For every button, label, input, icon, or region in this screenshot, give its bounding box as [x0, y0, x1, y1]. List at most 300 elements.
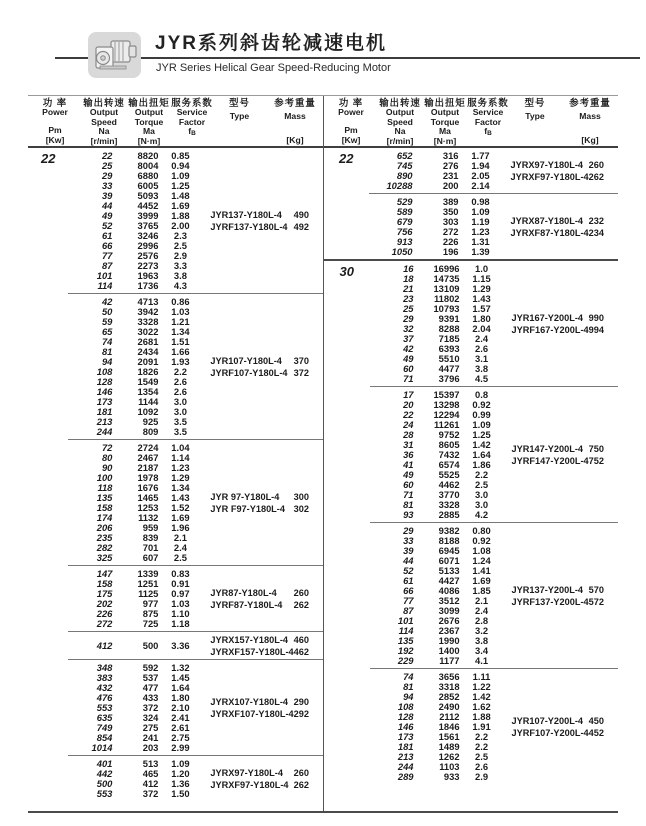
type-line: [210, 635, 309, 645]
output-torque-value: 2852: [438, 690, 460, 702]
table-row: [370, 702, 504, 712]
service-factor-value: 1.08: [472, 544, 491, 556]
output-torque-value: 1465: [137, 491, 159, 503]
service-factor-value: 1.43: [472, 292, 491, 304]
output-torque-value: 9382: [438, 524, 460, 536]
col-header-speed: 输出转速 Output Speed Na [r/min]: [379, 97, 421, 147]
output-speed-value: 272: [96, 617, 113, 629]
table-row: [68, 673, 202, 683]
motor-icon: [88, 32, 141, 78]
output-speed-value: 32: [403, 322, 414, 334]
data-rows: [68, 641, 202, 651]
output-torque-value: 3999: [137, 209, 159, 221]
output-speed-value: 61: [403, 574, 414, 586]
col-header-power: 功 率 Power Pm [Kw]: [42, 97, 68, 146]
service-factor-value: 3.5: [173, 425, 187, 437]
service-factor-value: 3.0: [475, 498, 489, 510]
table-row: [370, 546, 504, 556]
output-speed-value: 66: [403, 584, 414, 596]
output-torque-value: 1978: [137, 471, 159, 483]
output-speed-value: 18: [403, 272, 414, 284]
service-factor-value: 1.45: [171, 671, 190, 683]
output-torque-value: 2576: [137, 249, 159, 261]
model-type: JYR F97-Y180L-4: [210, 503, 285, 514]
type-block: [202, 635, 323, 657]
table-row: [369, 247, 503, 257]
table-header-left: [28, 96, 323, 148]
output-torque-value: 1144: [138, 395, 159, 407]
service-factor-value: 1.11: [472, 670, 491, 682]
ratio-section: [68, 660, 323, 755]
service-factor-value: 1.64: [171, 681, 190, 693]
service-factor-value: 1.09: [171, 757, 190, 769]
output-speed-value: 22: [403, 408, 414, 420]
output-speed-value: 175: [96, 587, 113, 599]
output-speed-value: 44: [403, 554, 414, 566]
type-line: [511, 160, 604, 170]
output-torque-value: 1103: [439, 760, 460, 772]
table-row: [68, 533, 202, 543]
table-row: [370, 410, 504, 420]
table-row: [68, 683, 202, 693]
table-row: [68, 417, 202, 427]
service-factor-value: 0.92: [472, 534, 491, 546]
table-row: [370, 294, 504, 304]
output-speed-value: 652: [396, 149, 413, 161]
output-speed-value: 94: [403, 690, 414, 702]
model-type: JYRF107-Y200L-4: [511, 727, 589, 738]
col-header-mass: 参考重量 Mass [Kg]: [569, 97, 611, 146]
output-speed-value: 173: [96, 395, 113, 407]
service-factor-value: 3.8: [475, 634, 489, 646]
service-factor-value: 0.91: [171, 577, 190, 589]
service-factor-value: 1.69: [171, 511, 190, 523]
output-torque-value: 500: [142, 639, 159, 651]
output-torque-value: 2187: [137, 461, 159, 473]
output-torque-value: 5525: [438, 468, 460, 480]
output-speed-value: 72: [101, 441, 113, 453]
table-row: [370, 596, 504, 606]
output-torque-value: 725: [142, 617, 159, 629]
output-torque-value: 16996: [433, 262, 460, 274]
service-factor-value: 3.0: [173, 395, 187, 407]
table-row: [68, 473, 202, 483]
model-type: JYR107-Y200L-4: [511, 715, 584, 726]
output-speed-value: 74: [403, 670, 414, 682]
table-row: [68, 493, 202, 503]
mass-value: 750: [588, 443, 604, 454]
type-line: [210, 768, 309, 778]
service-factor-value: 2.6: [475, 760, 489, 772]
type-block: [202, 697, 323, 719]
service-factor-value: 3.1: [475, 352, 489, 364]
table-row: [68, 377, 202, 387]
type-line: [210, 647, 309, 657]
output-torque-value: 13298: [433, 398, 460, 410]
service-factor-value: 1.80: [171, 691, 190, 703]
table-row: [68, 317, 202, 327]
table-row: [370, 284, 504, 294]
output-speed-value: 529: [396, 195, 413, 207]
table-row: [68, 523, 202, 533]
mass-value: 570: [588, 584, 604, 595]
service-factor-value: 3.8: [475, 362, 489, 374]
mass-value: 452: [588, 727, 604, 738]
output-torque-value: 4713: [137, 295, 159, 307]
output-torque-value: 1826: [137, 365, 159, 377]
type-line: [210, 492, 309, 502]
table-row: [68, 271, 202, 281]
ratio-section: [68, 440, 323, 565]
output-speed-value: 244: [397, 760, 414, 772]
service-factor-value: 2.4: [475, 604, 489, 616]
output-speed-value: 65: [101, 325, 113, 337]
model-type: JYR147-Y200L-4: [511, 443, 584, 454]
output-torque-value: 200: [442, 179, 459, 191]
service-factor-value: 1.14: [171, 451, 190, 463]
service-factor-value: 1.88: [171, 209, 190, 221]
service-factor-value: 2.10: [171, 701, 190, 713]
power-value: 22: [40, 151, 56, 166]
service-factor-value: 1.39: [471, 245, 490, 257]
table-row: [370, 576, 504, 586]
output-speed-value: 90: [101, 461, 113, 473]
mass-value: 262: [588, 171, 604, 182]
output-speed-value: 52: [403, 564, 414, 576]
service-factor-value: 3.0: [173, 405, 187, 417]
output-torque-value: 1177: [439, 654, 460, 666]
service-factor-value: 1.48: [171, 189, 190, 201]
output-speed-value: 553: [96, 787, 113, 799]
table-row: [68, 619, 202, 629]
table-row: [370, 274, 504, 284]
service-factor-value: 2.14: [471, 179, 490, 191]
type-line: [512, 728, 604, 738]
table-row: [370, 334, 504, 344]
output-torque-value: 1736: [137, 279, 159, 291]
service-factor-value: 0.99: [472, 408, 491, 420]
output-torque-value: 4462: [438, 478, 460, 490]
output-speed-value: 87: [101, 259, 113, 271]
output-torque-value: 372: [142, 787, 159, 799]
output-speed-value: 25: [403, 302, 414, 314]
ratio-section: [370, 669, 618, 784]
output-torque-value: 1561: [438, 730, 460, 742]
output-torque-value: 8820: [137, 149, 159, 161]
output-torque-value: 15397: [433, 388, 460, 400]
output-torque-value: 839: [142, 531, 159, 543]
output-torque-value: 3770: [438, 488, 460, 500]
output-speed-value: 158: [96, 501, 113, 513]
output-speed-value: 235: [96, 531, 113, 543]
type-line: [210, 600, 309, 610]
table-row: [370, 556, 504, 566]
data-rows: [68, 569, 202, 629]
output-torque-value: 226: [442, 235, 459, 247]
output-torque-value: 3656: [438, 670, 460, 682]
output-speed-value: 60: [403, 362, 414, 374]
table-row: [370, 460, 504, 470]
output-speed-value: 94: [101, 355, 113, 367]
output-torque-value: 6071: [438, 554, 460, 566]
table-row: [68, 609, 202, 619]
type-line: [511, 228, 604, 238]
output-torque-value: 1489: [438, 740, 460, 752]
table-row: [68, 211, 202, 221]
mass-value: 262: [293, 779, 309, 790]
type-block: [503, 160, 618, 182]
service-factor-value: 1.19: [471, 215, 490, 227]
sections: [370, 261, 618, 784]
table-row: [68, 181, 202, 191]
service-factor-value: 3.4: [475, 644, 489, 656]
service-factor-value: 2.9: [475, 770, 489, 782]
type-line: [210, 588, 309, 598]
model-type: JYRX97-Y180L-4: [210, 767, 283, 778]
table-row: [370, 566, 504, 576]
model-type: JYRF137-Y200L-4: [511, 596, 589, 607]
output-torque-value: 537: [142, 671, 159, 683]
output-torque-value: 8288: [438, 322, 460, 334]
service-factor-value: 0.8: [475, 388, 489, 400]
service-factor-value: 1.51: [171, 335, 190, 347]
table-row: [68, 151, 202, 161]
output-speed-value: 146: [96, 385, 113, 397]
service-factor-value: 1.34: [171, 325, 190, 337]
type-line: [210, 780, 309, 790]
output-torque-value: 389: [442, 195, 459, 207]
output-speed-value: 100: [96, 471, 113, 483]
service-factor-value: 1.91: [472, 720, 491, 732]
output-speed-value: 118: [97, 481, 113, 493]
output-speed-value: 229: [397, 654, 414, 666]
output-speed-value: 108: [96, 365, 113, 377]
power-value: 30: [339, 264, 354, 279]
output-speed-value: 128: [96, 375, 113, 387]
table-row: [370, 374, 504, 384]
type-line: [512, 585, 604, 595]
output-speed-value: 635: [96, 711, 113, 723]
mass-value: 462: [293, 646, 309, 657]
table-row: [68, 297, 202, 307]
type-block: [503, 216, 618, 238]
output-speed-value: 20: [403, 398, 414, 410]
mass-value: 572: [588, 596, 604, 607]
table-row: [68, 161, 202, 171]
table-row: [68, 251, 202, 261]
output-speed-value: 226: [96, 607, 113, 619]
power-group: [324, 261, 618, 784]
service-factor-value: 2.2: [475, 740, 489, 752]
service-factor-value: 1.21: [171, 315, 190, 327]
table-row: [68, 723, 202, 733]
service-factor-value: 1.23: [171, 461, 190, 473]
output-speed-value: 289: [397, 770, 414, 782]
service-factor-value: 3.8: [173, 269, 187, 281]
table-row: [369, 197, 503, 207]
data-rows: [68, 151, 202, 291]
table-row: [68, 307, 202, 317]
mass-value: 260: [293, 767, 309, 778]
service-factor-value: 1.77: [471, 149, 490, 161]
page-subtitle: JYR Series Helical Gear Speed-Reducing Motor: [156, 62, 391, 74]
output-speed-value: 44: [101, 199, 113, 211]
col-header-type: 型号 Type: [524, 97, 546, 121]
mass-value: 302: [293, 503, 309, 514]
data-rows: [370, 672, 504, 782]
output-torque-value: 1251: [137, 577, 159, 589]
type-block: [202, 356, 323, 378]
mass-value: 490: [293, 209, 309, 220]
type-block: [202, 768, 323, 790]
output-speed-value: 59: [101, 315, 113, 327]
table-row: [68, 221, 202, 231]
output-torque-value: 303: [442, 215, 459, 227]
table-row: [370, 712, 504, 722]
service-factor-value: 1.0: [475, 262, 489, 274]
data-rows: [68, 297, 202, 437]
service-factor-value: 2.2: [173, 365, 187, 377]
output-speed-value: 553: [96, 701, 113, 713]
output-speed-value: 33: [403, 534, 414, 546]
output-speed-value: 31: [403, 438, 414, 450]
output-speed-value: 74: [101, 335, 113, 347]
output-torque-value: 2676: [438, 614, 460, 626]
service-factor-value: 2.1: [475, 594, 489, 606]
output-speed-value: 87: [403, 604, 414, 616]
ratio-section: [369, 194, 618, 259]
table-row: [370, 536, 504, 546]
output-torque-value: 1676: [137, 481, 159, 493]
table-row: [68, 397, 202, 407]
power-column: [324, 148, 369, 259]
table-row: [68, 569, 202, 579]
output-torque-value: 8188: [438, 534, 460, 546]
table-row: [68, 241, 202, 251]
table-row: [369, 237, 503, 247]
output-speed-value: 1050: [391, 245, 413, 257]
output-speed-value: 16: [403, 262, 414, 274]
service-factor-value: 1.29: [472, 282, 491, 294]
output-speed-value: 135: [96, 491, 113, 503]
type-line: [512, 597, 604, 607]
service-factor-value: 1.25: [171, 179, 190, 191]
output-torque-value: 959: [142, 521, 159, 533]
output-torque-value: 477: [142, 681, 159, 693]
output-torque-value: 372: [142, 701, 159, 713]
service-factor-value: 1.86: [472, 458, 491, 470]
output-torque-value: 2467: [137, 451, 159, 463]
table-row: [370, 354, 504, 364]
output-speed-value: 66: [101, 239, 113, 251]
output-speed-value: 10288: [386, 179, 413, 191]
service-factor-value: 1.32: [171, 661, 190, 673]
output-torque-value: 7432: [438, 448, 460, 460]
table-body-left: [28, 148, 323, 811]
type-block: [504, 444, 618, 466]
table-row: [370, 480, 504, 490]
table-row: [370, 510, 504, 520]
mass-value: 460: [293, 634, 309, 645]
output-speed-value: 77: [403, 594, 414, 606]
type-block: [202, 210, 323, 232]
table-row: [370, 390, 504, 400]
model-type: JYRXF97-Y180L-4: [510, 171, 589, 182]
output-speed-value: 39: [101, 189, 113, 201]
output-torque-value: 2367: [438, 624, 460, 636]
service-factor-value: 1.24: [472, 554, 491, 566]
service-factor-value: 2.3: [173, 229, 187, 241]
service-factor-value: 1.10: [171, 607, 190, 619]
output-torque-value: 513: [142, 757, 159, 769]
table-row: [68, 407, 202, 417]
output-torque-value: 1549: [137, 375, 159, 387]
type-block: [504, 313, 618, 335]
data-rows: [68, 443, 202, 563]
col-header-torque: 输出扭矩 Output Torque Ma [N·m]: [424, 97, 466, 147]
output-torque-value: 2681: [137, 335, 159, 347]
table-row: [370, 616, 504, 626]
page-title: JYR系列斜齿轮减速电机: [155, 33, 387, 54]
output-torque-value: 2724: [137, 441, 159, 453]
output-torque-value: 3022: [137, 325, 159, 337]
service-factor-value: 1.20: [171, 767, 190, 779]
type-line: [511, 216, 604, 226]
service-factor-value: 2.04: [472, 322, 491, 334]
type-line: [210, 368, 309, 378]
output-speed-value: 432: [96, 681, 113, 693]
output-torque-value: 465: [142, 767, 159, 779]
output-torque-value: 11261: [433, 418, 460, 430]
table-row: [68, 713, 202, 723]
model-type: JYRX157-Y180L-4: [210, 634, 289, 645]
output-speed-value: 25: [101, 159, 113, 171]
output-speed-value: 29: [101, 169, 113, 181]
table-row: [68, 769, 202, 779]
output-speed-value: 71: [403, 488, 414, 500]
output-speed-value: 61: [101, 229, 113, 241]
service-factor-value: 0.92: [472, 398, 491, 410]
power-group: [324, 148, 618, 259]
output-speed-value: 52: [101, 219, 113, 231]
table-row: [68, 599, 202, 609]
output-speed-value: 401: [96, 757, 113, 769]
service-factor-value: 1.09: [471, 205, 490, 217]
output-torque-value: 6945: [438, 544, 460, 556]
table-row: [68, 171, 202, 181]
service-factor-value: 1.34: [171, 481, 190, 493]
mass-value: 450: [588, 715, 604, 726]
output-torque-value: 2112: [439, 710, 460, 722]
data-rows: [370, 526, 504, 666]
service-factor-value: 1.42: [472, 690, 491, 702]
type-line: [512, 325, 604, 335]
output-torque-value: 5133: [438, 564, 460, 576]
output-torque-value: 1092: [137, 405, 159, 417]
service-factor-value: 3.2: [475, 624, 489, 636]
output-torque-value: 1125: [138, 587, 159, 599]
table-row: [370, 682, 504, 692]
table-row: [370, 732, 504, 742]
table-row: [68, 789, 202, 799]
service-factor-value: 1.69: [472, 574, 491, 586]
ratio-section: [68, 566, 323, 631]
service-factor-value: 1.29: [171, 471, 190, 483]
service-factor-value: 1.93: [171, 355, 190, 367]
ratio-section: [68, 632, 323, 659]
output-speed-value: 213: [397, 750, 414, 762]
table-body-right: [324, 148, 618, 811]
